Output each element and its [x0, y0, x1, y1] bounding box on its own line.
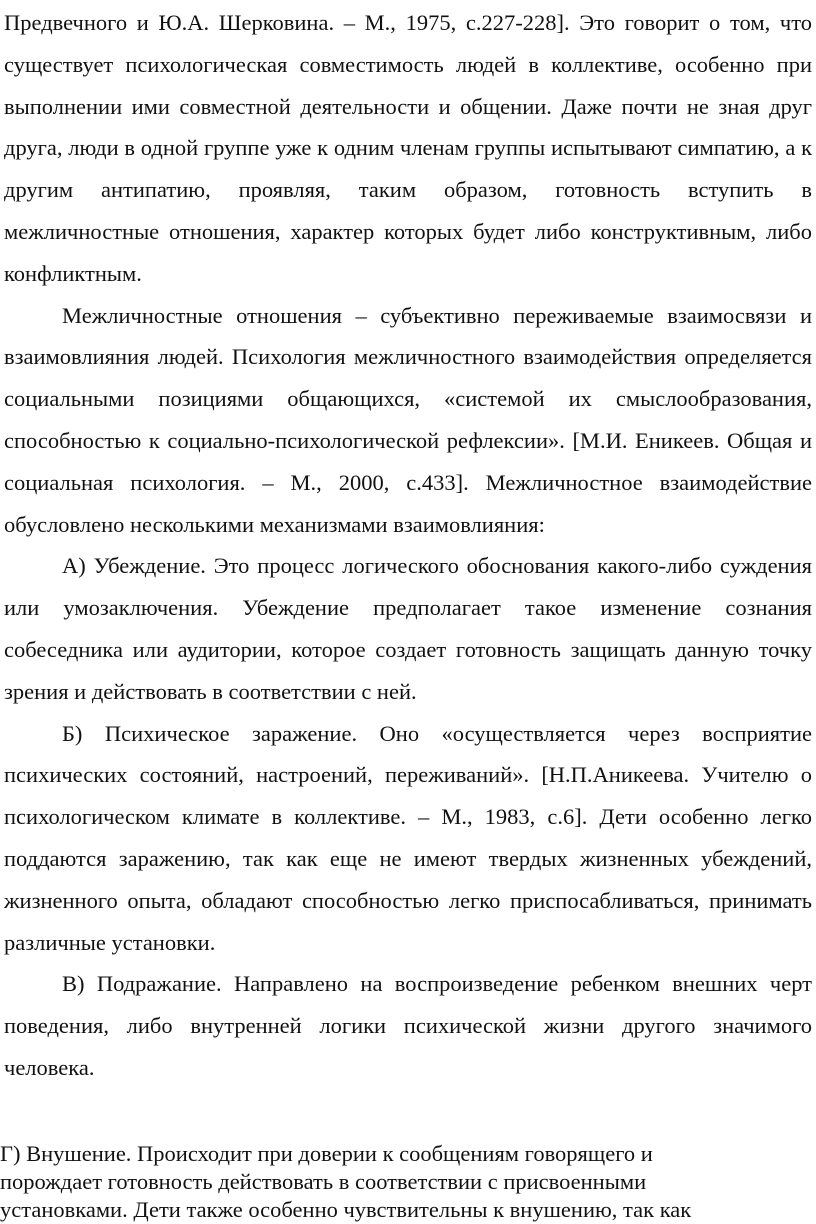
paragraph-imitation: В) Подражание. Направлено на воспроизведение ребенком внешних черт поведения, либо внутренней логики психической жизни другого значимого человека.	[4, 971, 812, 1080]
suggestion-line: установками. Дети также особенно чувствительны к внушению, так как	[0, 1197, 692, 1222]
paragraph-contagion: Б) Психическое заражение. Оно «осуществляется через восприятие психических состояний, настроений, переживаний». [Н.П.Аникеева. Учителю о психологическом климате в коллективе. – М., 1983, с.6]. Дети особенно легко поддаются заражению, так как еще не имеют твердых жизненных убеждений, жизненного опыта, обладают способностью легко приспосабливаться, принимать различные установки.	[4, 720, 812, 955]
paragraph-suggestion	[0, 1140, 812, 1224]
suggestion-line: Г) Внушение. Происходит при доверии к сообщениям говорящего и	[0, 1141, 653, 1166]
paragraph-persuasion: А) Убеждение. Это процесс логического обоснования какого-либо суждения или умозаключения. Убеждение предполагает такое изменение сознания собеседника или аудитории, которое создает готовность защищать данную точку зрения и действовать в соответствии с ней.	[4, 553, 812, 704]
document-body	[4, 2, 812, 1089]
paragraph-interpersonal-relations: Межличностные отношения – субъективно переживаемые взаимосвязи и взаимовлияния людей. Психология межличностного взаимодействия определяется социальными позициями общающихся, «системой их смыслообразования, способностью к социально-психологической рефлексии». [М.И. Еникеев. Общая и социальная психология. – М., 2000, с.433]. Межличностное взаимодействие обусловлено несколькими механизмами взаимовлияния:	[4, 302, 812, 537]
suggestion-line: порождает готовность действовать в соответствии с присвоенными	[0, 1169, 647, 1194]
paragraph-continuation: Предвечного и Ю.А. Шерковина. – М., 1975, с.227-228]. Это говорит о том, что существует психологическая совместимость людей в коллективе, особенно при выполнении ими совместной деятельности и общении. Даже почти не зная друг друга, люди в одной группе уже к одним членам группы испытывают симпатию, а к другим антипатию, проявляя, таким образом, готовность вступить в межличностные отношения, характер которых будет либо конструктивным, либо конфликтным.	[4, 10, 812, 286]
